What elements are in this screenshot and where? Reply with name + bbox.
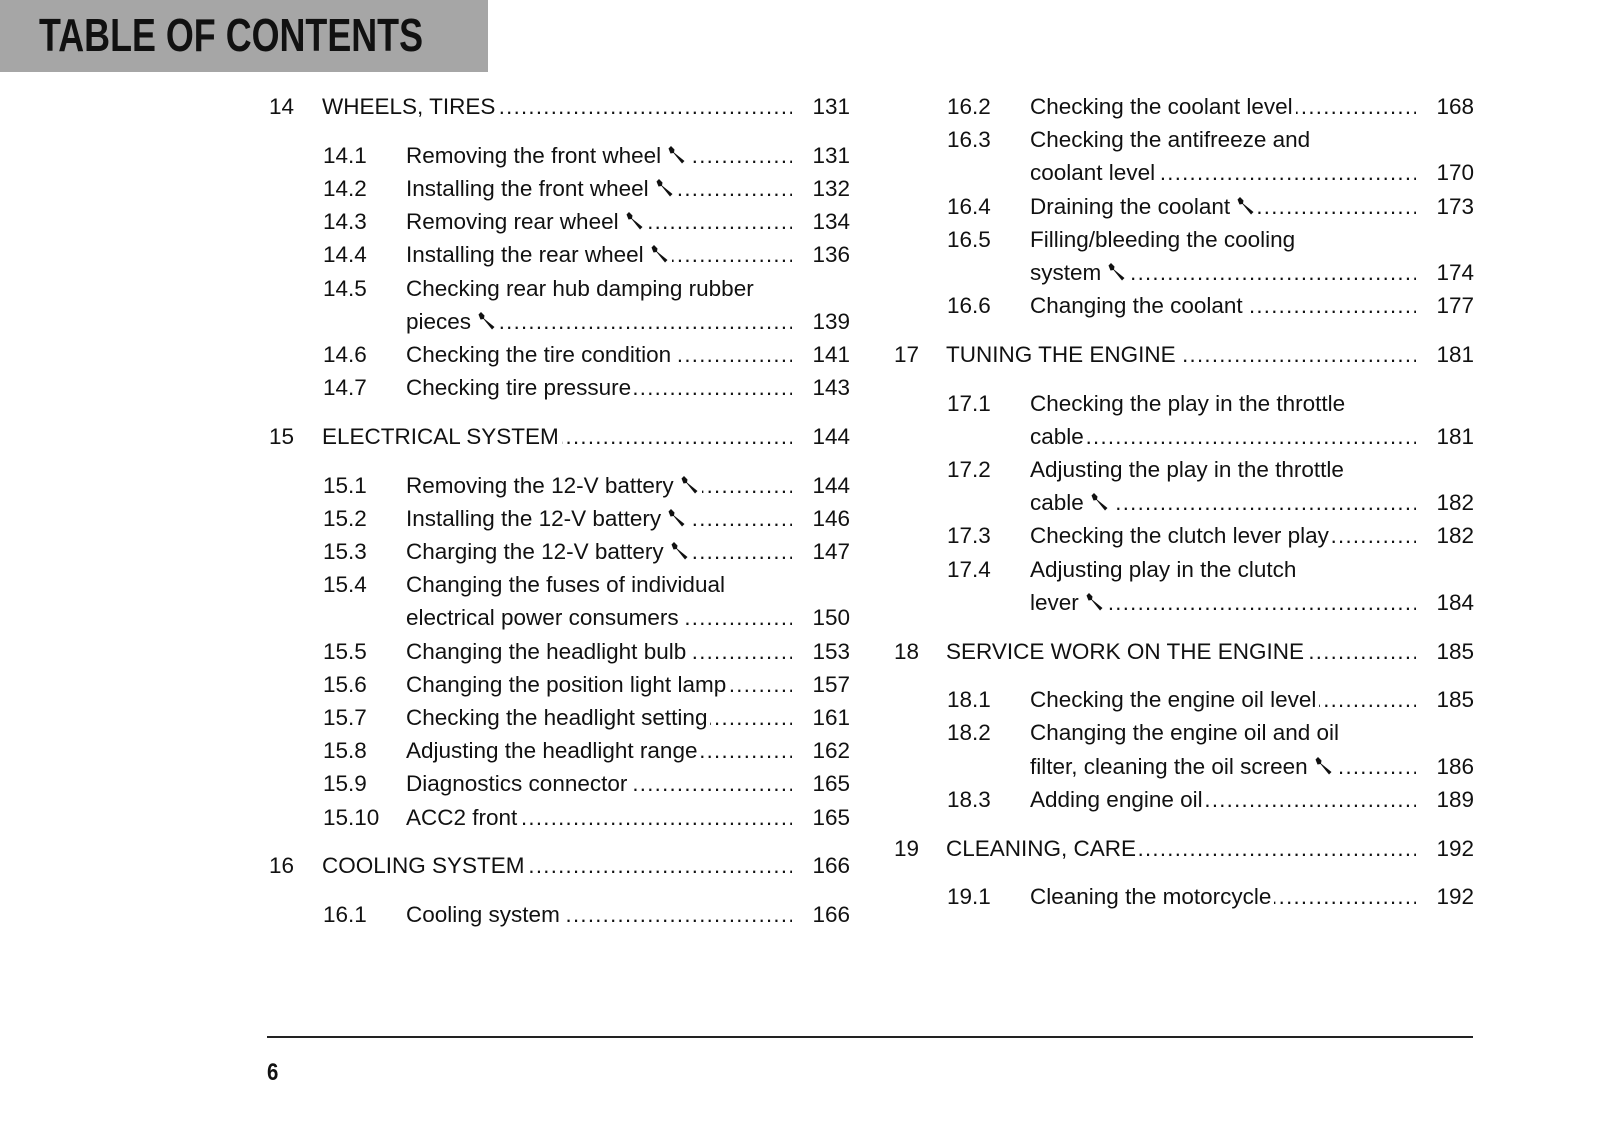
entry-title-group (406, 473, 702, 498)
entry-page-number: 182 (1436, 523, 1474, 549)
toc-subsection-entry[interactable] (269, 734, 850, 767)
entry-page-number: 150 (812, 605, 850, 631)
entry-title-group (406, 805, 520, 830)
entry-title-leader (1030, 123, 1416, 189)
entry-page-number: 189 (1436, 786, 1474, 812)
entry-title: Adjusting the play in the throttle cable (1030, 457, 1344, 516)
entry-number: 16.6 (947, 293, 991, 319)
entry-title-group (406, 209, 647, 234)
header-banner (0, 0, 488, 72)
entry-number: 15.1 (323, 472, 367, 498)
entry-title-group (406, 771, 630, 796)
entry-title-leader (406, 701, 792, 734)
entry-page-number: 141 (812, 341, 850, 367)
wrench-icon (679, 471, 699, 491)
entry-title-group (1030, 127, 1310, 185)
entry-title-group (1030, 720, 1339, 778)
wrench-icon (649, 240, 669, 260)
entry-page-number: 181 (1436, 423, 1474, 449)
entry-title-group (406, 506, 689, 531)
toc-subsection-entry[interactable] (269, 338, 850, 371)
entry-number: 17.2 (947, 457, 991, 483)
wrench-icon (1313, 752, 1333, 772)
toc-subsection-entry[interactable] (269, 801, 850, 834)
toc-subsection-entry[interactable] (269, 767, 850, 800)
entry-number: 15.6 (323, 671, 367, 697)
entry-title: Installing the 12-V battery (406, 505, 662, 531)
entry-title: CLEANING, CARE (946, 835, 1137, 861)
entry-number: 15 (269, 423, 295, 449)
entry-title: Diagnostics connector (406, 771, 628, 797)
entry-title-group (406, 639, 689, 664)
entry-title-leader (406, 898, 792, 931)
entry-number: 14 (269, 94, 295, 119)
entry-title-leader (406, 139, 792, 172)
entry-title-leader (946, 832, 1416, 865)
entry-number: 16.2 (947, 94, 991, 119)
entry-number: 17.3 (947, 523, 991, 549)
entry-page-number: 143 (812, 375, 850, 401)
entry-title: Checking the coolant level (1030, 94, 1293, 119)
toc-subsection-entry[interactable] (269, 502, 850, 535)
toc-column-right (894, 90, 1474, 913)
toc-subsection-entry[interactable] (269, 635, 850, 668)
toc-subsection-entry[interactable] (894, 553, 1474, 619)
entry-title-leader (1030, 783, 1416, 816)
toc-subsection-entry[interactable] (894, 783, 1474, 816)
toc-subsection-entry[interactable] (269, 701, 850, 734)
footer-divider (267, 1036, 1473, 1038)
entry-title: Adjusting play in the clutch lever (1030, 556, 1297, 615)
entry-title: Charging the 12-V battery (406, 538, 664, 564)
entry-page-number: 166 (812, 901, 850, 927)
entry-number: 18 (894, 638, 920, 664)
entry-title-leader (1030, 90, 1416, 123)
entry-number: 16.4 (947, 193, 991, 219)
entry-title-leader (406, 535, 792, 568)
toc-subsection-entry[interactable] (269, 371, 850, 404)
entry-page-number: 184 (1436, 589, 1474, 615)
toc-subsection-entry[interactable] (894, 387, 1474, 453)
entry-title-leader (322, 420, 792, 453)
entry-title-leader (1030, 223, 1416, 289)
entry-title-leader (322, 849, 792, 882)
entry-page-number: 136 (812, 242, 850, 268)
entry-title-leader (406, 767, 792, 800)
entry-number: 14.6 (323, 341, 367, 367)
entry-title: Filling/bleeding the cooling system (1030, 226, 1296, 286)
toc-section-entry[interactable] (894, 832, 1474, 865)
entry-title-leader (406, 238, 792, 271)
entry-title-leader (946, 338, 1416, 371)
page-title: TABLE OF CONTENTS (39, 9, 424, 61)
entry-number: 14.1 (323, 142, 367, 168)
entry-number: 17.1 (947, 390, 991, 416)
wrench-icon (669, 537, 689, 557)
entry-page-number: 192 (1436, 884, 1474, 910)
entry-number: 14.5 (323, 275, 367, 301)
entry-page-number: 144 (812, 423, 850, 449)
toc-subsection-entry[interactable] (269, 535, 850, 568)
entry-title-leader (406, 668, 792, 701)
toc-subsection-entry[interactable] (894, 90, 1474, 123)
entry-title-leader (406, 371, 792, 404)
toc-subsection-entry[interactable] (269, 139, 850, 172)
entry-title-group (1030, 557, 1296, 615)
toc-subsection-entry[interactable] (894, 683, 1474, 716)
entry-page-number: 174 (1436, 260, 1474, 286)
entry-page-number: 161 (812, 704, 850, 730)
entry-number: 14.3 (323, 209, 367, 235)
entry-page-number: 192 (1436, 835, 1474, 861)
entry-page-number: 185 (1436, 638, 1474, 664)
wrench-icon (1089, 488, 1109, 508)
toc-subsection-entry[interactable] (894, 123, 1474, 189)
entry-title-leader (406, 272, 792, 338)
entry-number: 15.3 (323, 538, 367, 564)
entry-title-leader (406, 172, 792, 205)
entry-title: Adding engine oil (1030, 786, 1203, 812)
entry-page-number: 144 (812, 472, 850, 498)
entry-title-group (946, 836, 1139, 861)
entry-title-leader (406, 469, 792, 502)
entry-title: Changing the engine oil and oil filter, cleaning the oil screen (1030, 720, 1339, 779)
entry-number: 17.4 (947, 556, 991, 582)
entry-title: SERVICE WORK ON THE ENGINE (946, 638, 1304, 664)
entry-title-leader (1030, 453, 1416, 519)
toc-subsection-entry[interactable] (269, 172, 850, 205)
entry-page-number: 139 (812, 308, 850, 334)
wrench-icon (1235, 192, 1255, 212)
entry-title-leader (1030, 519, 1416, 552)
entry-title-group (406, 176, 677, 201)
entry-title-leader (406, 801, 792, 834)
entry-number: 14.4 (323, 242, 367, 268)
entry-page-number: 185 (1436, 687, 1474, 713)
wrench-icon (1106, 258, 1126, 278)
entry-title-group (322, 94, 498, 119)
entry-title: Draining the coolant (1030, 193, 1231, 219)
entry-title-group (1030, 457, 1344, 515)
entry-number: 15.5 (323, 638, 367, 664)
toc-section-entry[interactable] (269, 849, 850, 882)
entry-number: 15.8 (323, 738, 367, 764)
entry-number: 15.10 (323, 804, 380, 830)
entry-number: 15.2 (323, 505, 367, 531)
entry-title-leader (1030, 683, 1416, 716)
entry-page-number: 182 (1436, 490, 1474, 516)
entry-title-group (946, 342, 1179, 367)
entry-title-leader (406, 338, 792, 371)
entry-number: 15.9 (323, 771, 367, 797)
entry-title-group (406, 539, 692, 564)
wrench-icon (1084, 588, 1104, 608)
entry-number: 16.3 (947, 127, 991, 153)
entry-number: 15.4 (323, 572, 367, 598)
entry-title: Removing the 12-V battery (406, 472, 674, 498)
entry-title: Checking the play in the throttle cable (1030, 390, 1346, 449)
toc-subsection-entry[interactable] (894, 716, 1474, 782)
toc-subsection-entry[interactable] (894, 190, 1474, 223)
entry-title: Cooling system (406, 901, 560, 927)
entry-title: WHEELS, TIRES (322, 94, 496, 119)
entry-title: COOLING SYSTEM (322, 853, 525, 879)
entry-title-leader (406, 568, 792, 634)
wrench-icon (476, 307, 496, 327)
toc-subsection-entry[interactable] (269, 272, 850, 338)
entry-page-number: 186 (1436, 753, 1474, 779)
entry-title-group (406, 705, 710, 730)
entry-page-number: 181 (1436, 341, 1474, 367)
toc-subsection-entry[interactable] (269, 568, 850, 634)
page-number: 6 (267, 1059, 279, 1086)
entry-title: Checking rear hub damping rubber pieces (406, 275, 754, 334)
entry-number: 16.5 (947, 226, 991, 252)
entry-page-number: 147 (812, 538, 850, 564)
toc-subsection-entry[interactable] (269, 469, 850, 502)
entry-number: 19.1 (947, 884, 991, 910)
entry-page-number: 131 (812, 94, 850, 119)
entry-title-leader (406, 205, 792, 238)
entry-page-number: 173 (1436, 193, 1474, 219)
entry-title: Checking the headlight setting (406, 704, 708, 730)
entry-number: 17 (894, 341, 920, 367)
entry-title: Checking the antifreeze and coolant level (1030, 127, 1311, 186)
entry-number: 18.1 (947, 687, 991, 713)
entry-title-group (946, 639, 1307, 664)
entry-title-leader (946, 635, 1416, 668)
entry-title-leader (1030, 880, 1416, 913)
toc-subsection-entry[interactable] (269, 668, 850, 701)
entry-title: Adjusting the headlight range (406, 738, 698, 764)
entry-title-group (1030, 94, 1296, 119)
entry-title: Cleaning the motorcycle (1030, 884, 1272, 910)
entry-number: 16.1 (323, 901, 367, 927)
entry-page-number: 132 (812, 175, 850, 201)
entry-page-number: 166 (812, 853, 850, 879)
entry-title-group (406, 672, 729, 697)
toc-section-entry[interactable] (269, 420, 850, 453)
entry-title: Removing rear wheel (406, 209, 619, 235)
entry-title-leader (1030, 289, 1416, 322)
toc-subsection-entry[interactable] (269, 205, 850, 238)
entry-page-number: 170 (1436, 160, 1474, 186)
entry-title: Removing the front wheel (406, 142, 662, 168)
entry-title-group (406, 375, 634, 400)
entry-number: 18.2 (947, 720, 991, 746)
entry-page-number: 177 (1436, 293, 1474, 319)
toc-column-left (269, 90, 850, 931)
entry-title-group (406, 242, 672, 267)
entry-number: 14.2 (323, 175, 367, 201)
entry-title-group (1030, 293, 1246, 318)
entry-title: Changing the position light lamp (406, 671, 727, 697)
entry-title-group (1030, 194, 1258, 219)
entry-number: 14.7 (323, 375, 367, 401)
entry-title-leader (1030, 190, 1416, 223)
toc-subsection-entry[interactable] (894, 289, 1474, 322)
wrench-icon (624, 207, 644, 227)
entry-title: Changing the fuses of individual electrical power consumers (406, 572, 725, 631)
entry-page-number: 131 (812, 142, 850, 168)
entry-title-leader (406, 635, 792, 668)
entry-title-leader (322, 90, 792, 123)
entry-title-leader (1030, 553, 1416, 619)
entry-title: ACC2 front (406, 804, 518, 830)
toc-section-entry[interactable] (894, 338, 1474, 371)
entry-title-group (1030, 391, 1345, 449)
entry-title-leader (1030, 716, 1416, 782)
entry-title-group (406, 143, 689, 168)
entry-title-group (1030, 523, 1332, 548)
wrench-icon (666, 141, 686, 161)
entry-title: Changing the headlight bulb (406, 638, 687, 664)
toc-subsection-entry[interactable] (269, 238, 850, 271)
entry-title-group (406, 572, 725, 630)
entry-title-group (1030, 787, 1206, 812)
entry-title-leader (1030, 387, 1416, 453)
toc-subsection-entry[interactable] (269, 898, 850, 931)
toc-subsection-entry[interactable] (894, 453, 1474, 519)
entry-title-group (406, 902, 563, 927)
entry-page-number: 157 (812, 671, 850, 697)
toc-section-entry[interactable] (269, 90, 850, 123)
entry-page-number: 162 (812, 738, 850, 764)
toc-subsection-entry[interactable] (894, 223, 1474, 289)
wrench-icon (654, 174, 674, 194)
entry-page-number: 165 (812, 804, 850, 830)
entry-title-group (1030, 687, 1319, 712)
entry-title: Installing the rear wheel (406, 242, 644, 268)
entry-title-group (322, 853, 528, 878)
toc-section-entry[interactable] (894, 635, 1474, 668)
toc-subsection-entry[interactable] (894, 519, 1474, 552)
entry-page-number: 165 (812, 771, 850, 797)
entry-title-group (406, 738, 700, 763)
entry-number: 19 (894, 835, 920, 861)
entry-number: 15.7 (323, 704, 367, 730)
entry-title: Checking tire pressure (406, 375, 632, 401)
entry-number: 18.3 (947, 786, 991, 812)
entry-title: Checking the clutch lever play (1030, 523, 1329, 549)
wrench-icon (666, 504, 686, 524)
entry-page-number: 134 (812, 209, 850, 235)
entry-page-number: 153 (812, 638, 850, 664)
entry-title-group (1030, 884, 1274, 909)
entry-title-group (406, 342, 674, 367)
entry-title: Installing the front wheel (406, 175, 649, 201)
entry-title: ELECTRICAL SYSTEM (322, 423, 559, 449)
entry-page-number: 168 (1436, 94, 1474, 119)
entry-title-group (406, 276, 754, 334)
toc-subsection-entry[interactable] (894, 880, 1474, 913)
entry-title-group (322, 424, 562, 449)
entry-title: Checking the engine oil level (1030, 687, 1317, 713)
entry-title-leader (406, 502, 792, 535)
entry-title-leader (406, 734, 792, 767)
entry-title: TUNING THE ENGINE (946, 341, 1176, 367)
entry-title: Changing the coolant (1030, 293, 1243, 319)
entry-page-number: 146 (812, 505, 850, 531)
entry-number: 16 (269, 853, 295, 879)
entry-title: Checking the tire condition (406, 341, 672, 367)
entry-title-group (1030, 227, 1295, 285)
